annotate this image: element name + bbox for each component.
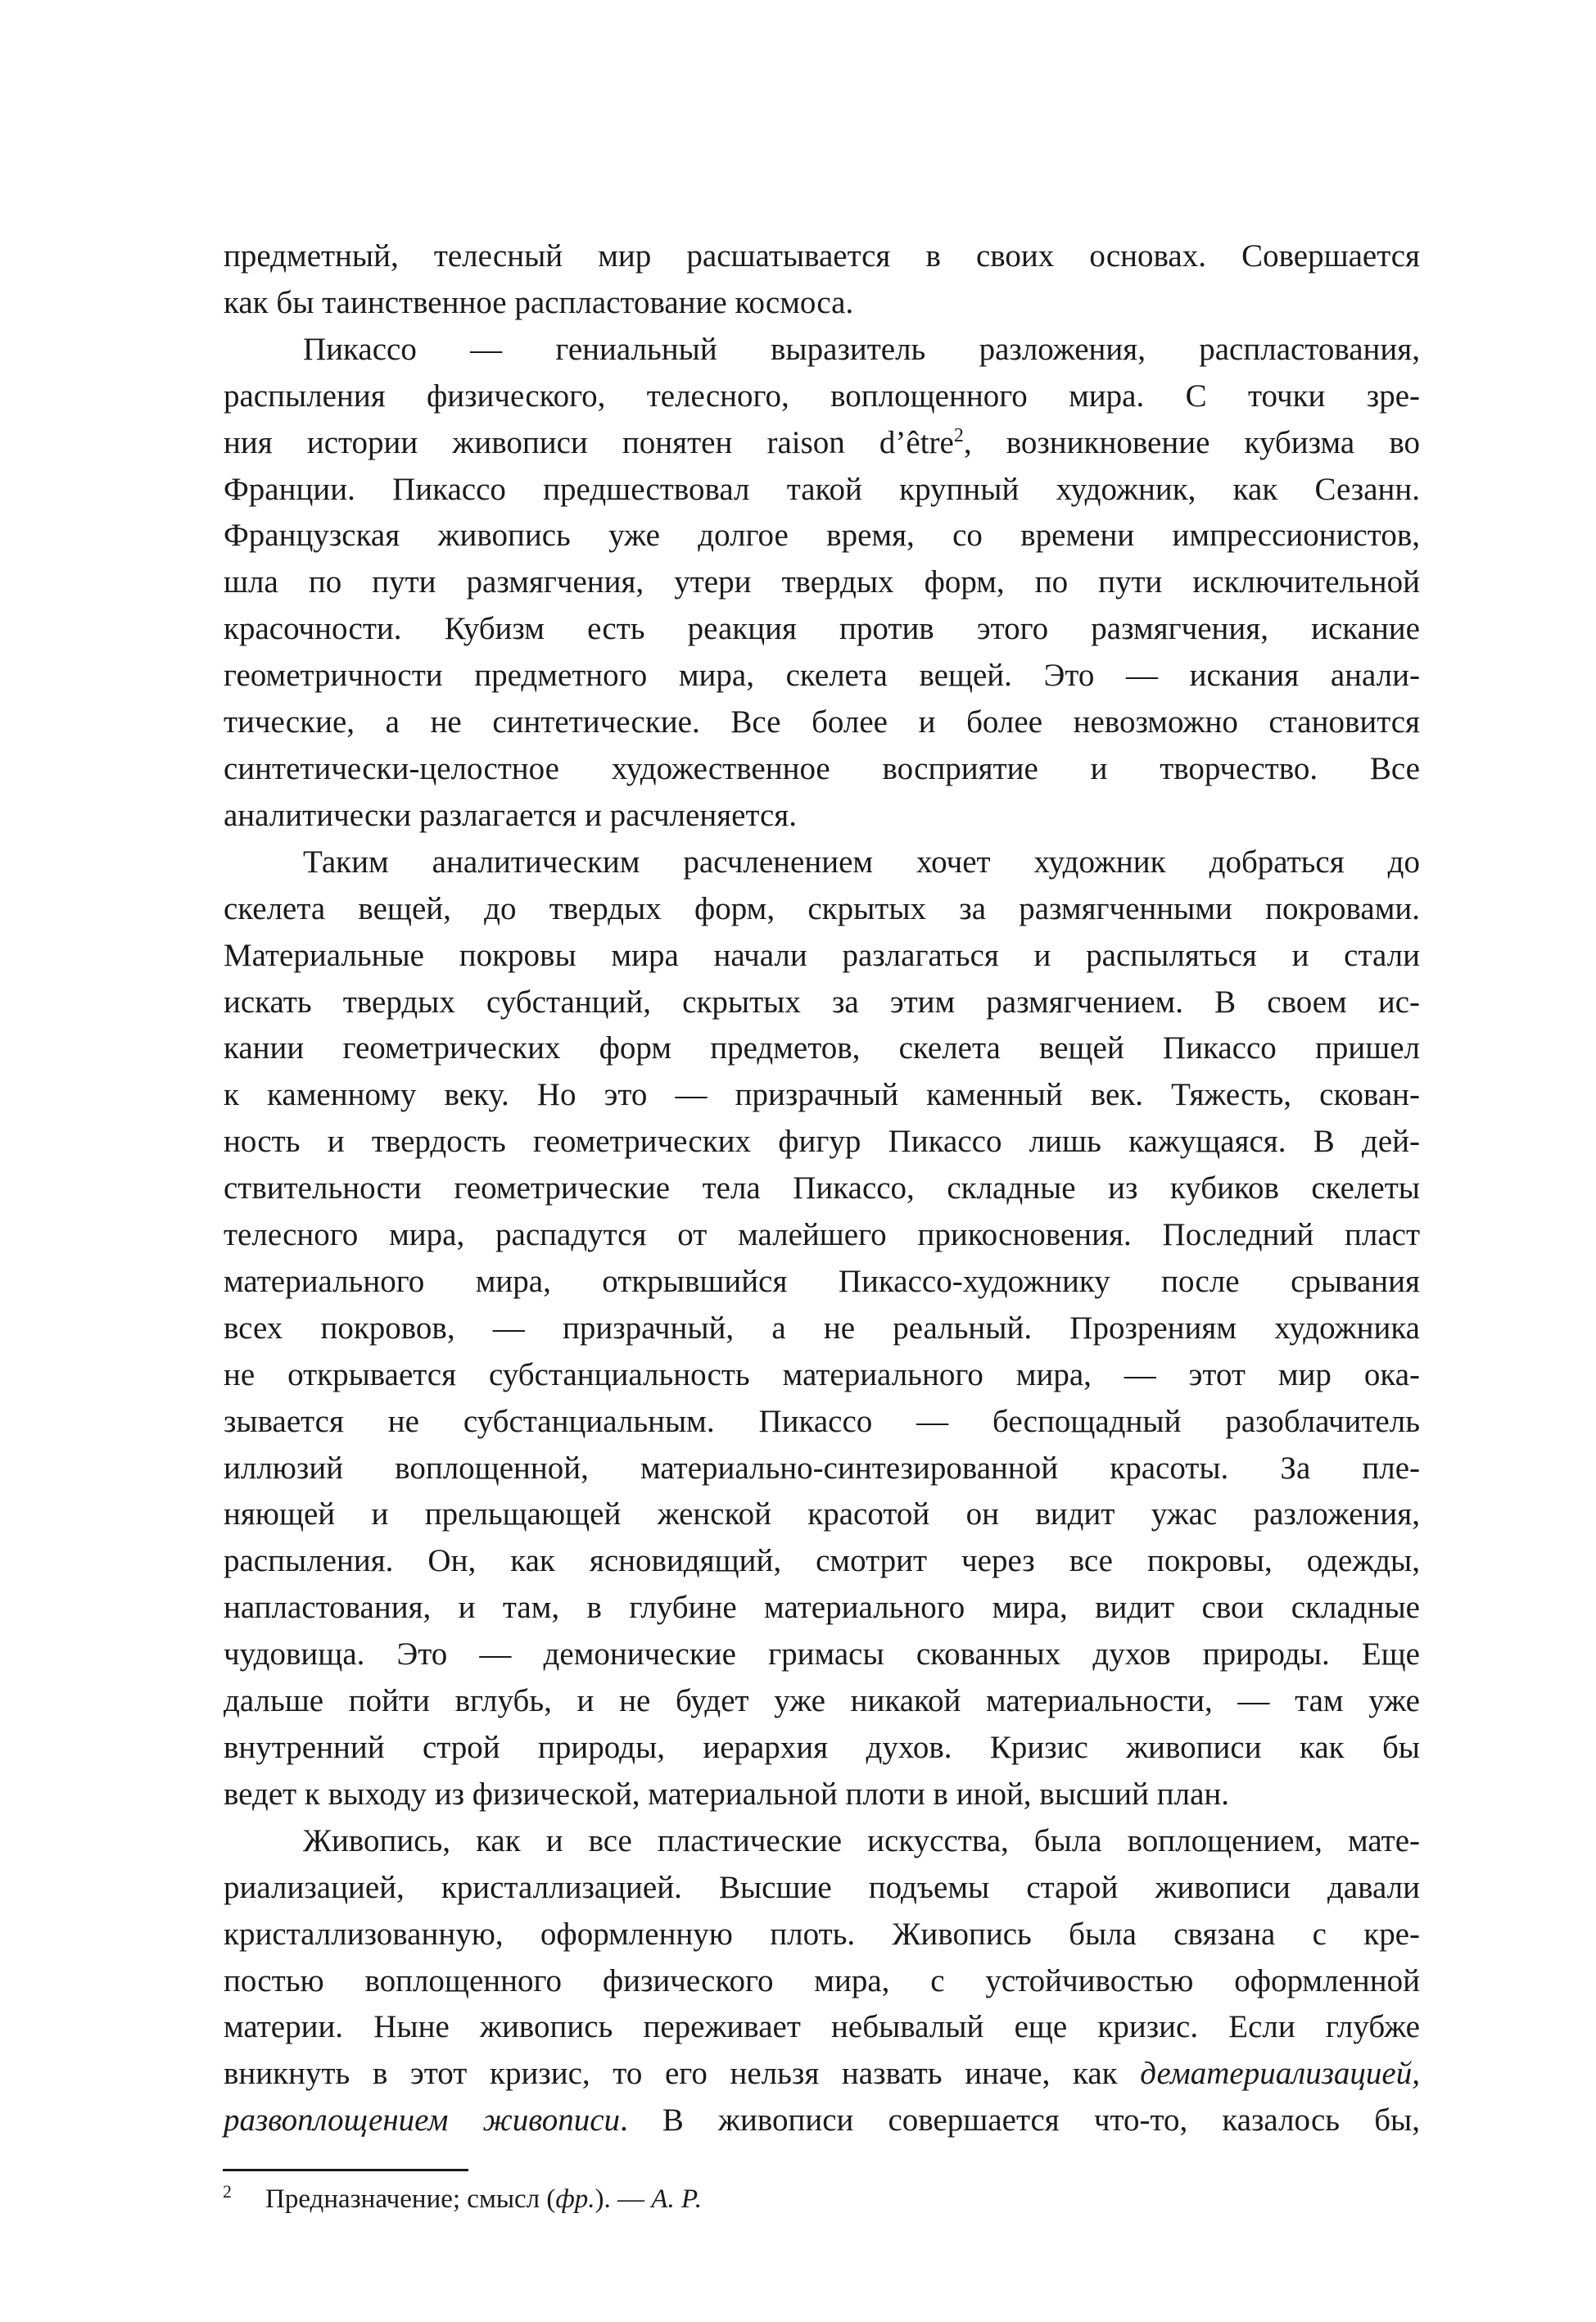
text-line: Живопись, как и все пластические искусства, была воплощением, мате- [303, 1822, 1420, 1858]
text-line: иллюзий воплощенной, материально-синтезированной красоты. За пле- [224, 1450, 1420, 1486]
text-line: Пикассо — гениальный выразитель разложения, распластования, [303, 331, 1420, 367]
text-line: красочности. Кубизм есть реакция против этого размягчения, искание [224, 611, 1420, 647]
text-line: риализацией, кристаллизацией. Высшие подъемы старой живописи давали [224, 1869, 1420, 1905]
text-segment: . В живописи совершается что-то, казалось бы, [620, 2102, 1420, 2139]
text-line: ведет к выходу из физической, материальной плоти в иной, высший план. [224, 1776, 1230, 1812]
paragraph [224, 233, 1420, 327]
paragraph [224, 327, 1420, 840]
text-line: внутренний строй природы, иерархия духов. Кризис живописи как бы [224, 1730, 1420, 1765]
footnote-block [223, 2169, 1419, 2217]
text-line: Франции. Пикассо предшествовал такой крупный художник, как Сезанн. [224, 471, 1420, 507]
text-line: дальше пойти вглубь, и не будет уже никакой материальности, — там уже [224, 1683, 1420, 1719]
text-line: к каменному веку. Но это — призрачный каменный век. Тяжесть, скован- [224, 1077, 1420, 1113]
text-segment: вникнуть в этот кризис, то его нельзя назвать иначе, как [224, 2056, 1141, 2092]
body-text [224, 233, 1420, 2144]
text-line: зывается не субстанциальным. Пикассо — беспощадный разоблачитель [224, 1403, 1420, 1439]
text-line: ность и твердость геометрических фигур Пикассо лишь кажущаяся. В дей- [224, 1124, 1420, 1160]
text-line: Материальные покровы мира начали разлагаться и распыляться и стали [224, 937, 1420, 973]
text-line: скелета вещей, до твердых форм, скрытых за размягченными покровами. [224, 890, 1420, 926]
footnote-emphasis: фр. [555, 2184, 595, 2214]
footnote-segment: Предназначение; смысл ( [265, 2184, 556, 2214]
text-line: шла по пути размягчения, утери твердых форм, по пути исключительной [224, 564, 1420, 600]
text-line: ствительности геометрические тела Пикассо, складные из кубиков скелеты [224, 1170, 1420, 1206]
footnote-segment: ). — [595, 2184, 652, 2214]
footnote-rule [223, 2169, 468, 2171]
text-line [224, 2098, 1420, 2144]
text-line: распыления. Он, как ясновидящий, смотрит через все покровы, одежды, [224, 1543, 1420, 1579]
footnote-emphasis: А. Р. [651, 2184, 703, 2214]
text-line: напластования, и там, в глубине материального мира, видит свои складные [224, 1590, 1420, 1626]
text-line: как бы таинственное распластование космоса. [224, 284, 854, 320]
text-line [224, 420, 1420, 467]
text-line: телесного мира, распадутся от малейшего прикосновения. Последний пласт [224, 1217, 1420, 1253]
text-line: искать твердых субстанций, скрытых за этим размягчением. В своем ис- [224, 984, 1420, 1020]
footnote: 2 Предназначение; смысл (фр.). — А. Р. [223, 2181, 703, 2214]
text-line: кании геометрических форм предметов, скелета вещей Пикассо пришел [224, 1030, 1420, 1066]
text-line: Французская живопись уже долгое время, со времени импрессионистов, [224, 518, 1420, 554]
text-line: синтетически-целостное художественное восприятие и творчество. Все [224, 750, 1420, 786]
text-line: материального мира, открывшийся Пикассо-художнику после срывания [224, 1263, 1420, 1299]
footnote-reference[interactable]: 2 [953, 424, 964, 446]
text-line: тические, а не синтетические. Все более и более невозможно становится [224, 704, 1420, 740]
text-line: няющей и прельщающей женской красотой он видит ужас разложения, [224, 1496, 1420, 1532]
text-segment: ния истории живописи понятен raison d’être [224, 424, 954, 460]
text-line: распыления физического, телесного, воплощенного мира. С точки зре- [224, 378, 1420, 414]
text-segment: , возникновение кубизма во [963, 424, 1421, 460]
text-line: Таким аналитическим расчленением хочет художник добраться до [303, 844, 1420, 880]
paragraph [224, 840, 1420, 1818]
text-line: чудовища. Это — демонические гримасы скованных духов природы. Еще [224, 1636, 1420, 1672]
text-line: аналитически разлагается и расчленяется. [224, 797, 797, 833]
emphasis-text: дематериализацией, [1140, 2056, 1420, 2092]
text-line: не открывается субстанциальность материального мира, — этот мир ока- [224, 1356, 1420, 1392]
text-line: материи. Ныне живопись переживает небывалый еще кризис. Если глубже [224, 2009, 1420, 2045]
emphasis-text: развоплощением живописи [224, 2102, 621, 2139]
text-line [224, 2051, 1420, 2098]
footnote-text [265, 2184, 702, 2214]
paragraph [224, 1818, 1420, 2144]
text-line: постью воплощенного физического мира, с устойчивостью оформленной [224, 1962, 1420, 1998]
text-line: всех покровов, — призрачный, а не реальный. Прозрениям художника [224, 1310, 1420, 1346]
text-line: геометричности предметного мира, скелета вещей. Это — искания анали- [224, 658, 1420, 694]
text-line: кристаллизованную, оформленную плоть. Живопись была связана с кре- [224, 1916, 1420, 1952]
text-line: предметный, телесный мир расшатывается в своих основах. Совершается [224, 238, 1420, 274]
